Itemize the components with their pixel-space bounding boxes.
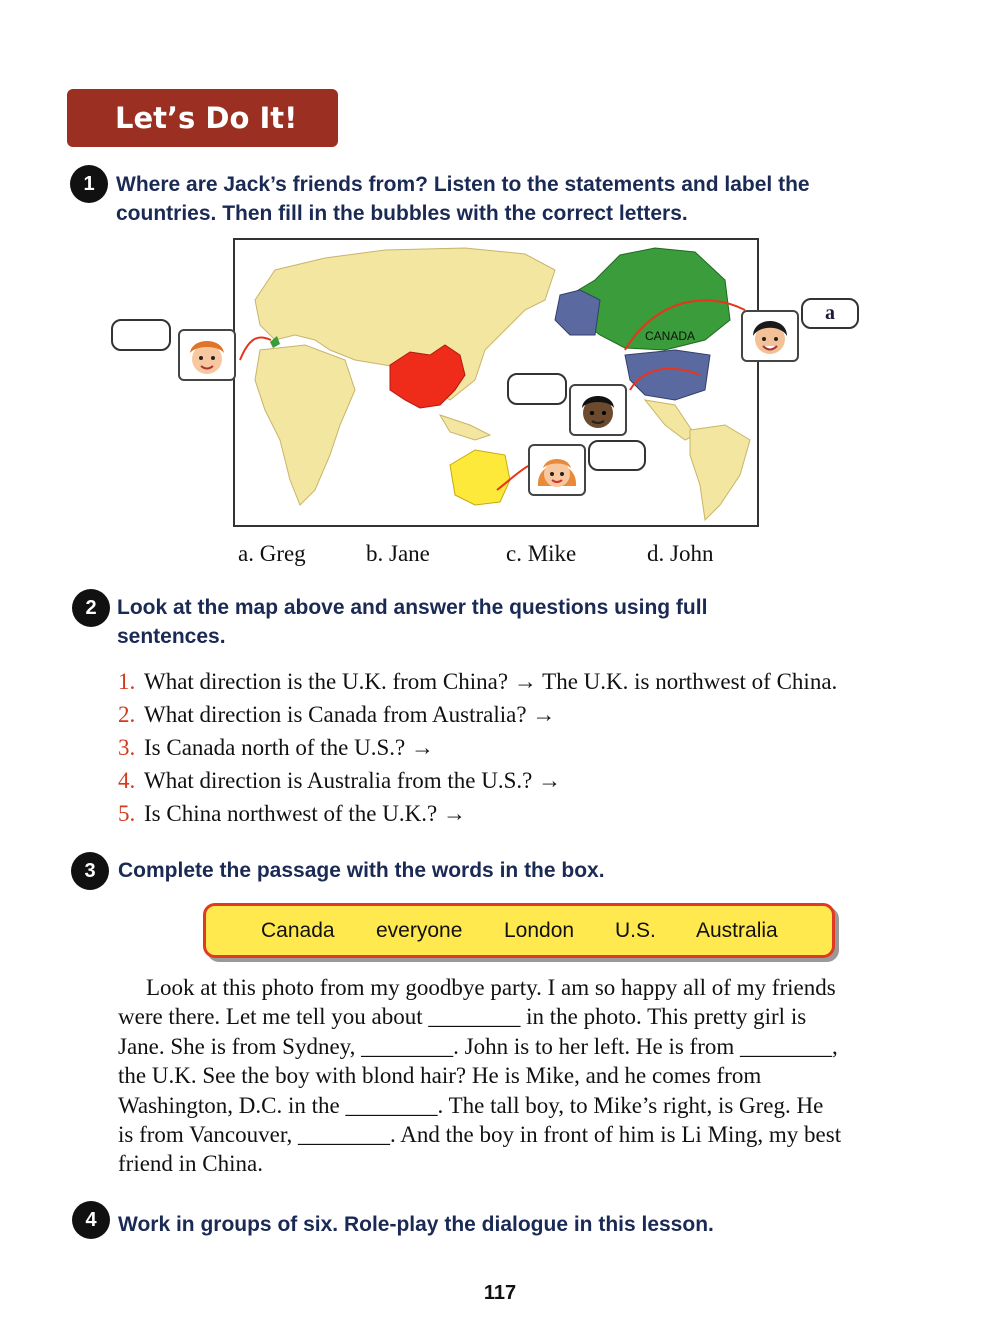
word-box-item: Australia [696,919,778,942]
canada-map-label: CANADA [645,329,696,343]
africa-landmass [255,345,355,505]
exercise-1-instruction [116,170,810,228]
exercise-2-instruction-line-1: Look at the map above and answer the questions using full [117,596,708,619]
exercise-number-1: 1 [70,165,108,203]
word-box [203,903,835,958]
world-map [233,238,759,527]
exercise-3-instruction: Complete the passage with the words in the box. [118,859,605,882]
exercise-2-instruction [117,593,707,651]
southeast-asia-islands [440,415,490,440]
answer-bubble-uk[interactable] [111,319,171,351]
question-text: What direction is Canada from Australia? → [144,702,556,727]
boy-face-icon [743,312,797,360]
question-item [118,698,837,731]
question-item [118,764,837,797]
question-text: What direction is the U.K. from China? → The U.K. is northwest of China. [144,669,838,694]
exercise-4-instruction: Work in groups of six. Role-play the dialogue in this lesson. [118,1213,714,1236]
question-text: Is Canada north of the U.S.? → [144,735,434,760]
question-number: 4. [118,768,136,793]
exercise-2-instruction-line-2: sentences. [117,625,226,648]
boy-face-icon [180,331,234,379]
question-item [118,665,837,698]
friend-name-jane: b. Jane [366,541,430,566]
friend-name-john: d. John [647,541,714,566]
passage-line: is from Vancouver, ________. And the boy in front of him is Li Ming, my best [118,1122,842,1148]
passage-text [118,973,928,1179]
girl-face-icon [530,446,584,494]
answer-bubble-usa[interactable] [507,373,567,405]
word-box-item: Canada [261,919,335,942]
friend-name-greg: a. Greg [238,541,306,566]
passage-line: the U.K. See the boy with blond hair? He is Mike, and he comes from [118,1063,762,1089]
passage-line: Look at this photo from my goodbye party. I am so happy all of my friends [146,975,836,1000]
exercise-number-4: 4 [72,1201,110,1239]
question-text: Is China northwest of the U.K.? → [144,801,466,826]
question-number: 1. [118,669,136,694]
word-box-item: everyone [376,919,463,942]
boy-face-icon [571,386,625,434]
south-america [690,425,750,520]
question-item [118,731,837,764]
central-america [645,400,695,440]
exercise-1-instruction-line-2: countries. Then fill in the bubbles with the correct letters. [116,202,688,225]
friend-portrait-usa [569,384,627,436]
exercise-1-instruction-line-1: Where are Jack’s friends from? Listen to the statements and label the [116,173,810,196]
world-map-drawing [235,240,757,525]
passage-line: Jane. She is from Sydney, ________. John is to her left. He is from ________, [118,1033,838,1059]
question-number: 2. [118,702,136,727]
exercise-number-2: 2 [72,589,110,627]
word-box-item: London [504,919,575,942]
friend-portrait-canada [741,310,799,362]
question-number: 5. [118,801,136,826]
friend-portrait-australia [528,444,586,496]
answer-bubble-australia[interactable] [588,440,646,471]
passage-line: friend in China. [118,1151,263,1177]
answer-bubble-canada[interactable]: a [801,298,859,329]
passage-line: were there. Let me tell you about ________ in the photo. This pretty girl is [118,1004,807,1030]
passage-line: Washington, D.C. in the ________. The tall boy, to Mike’s right, is Greg. He [118,1092,824,1118]
australia-country [450,450,510,505]
alaska-region [555,290,600,335]
exercise-number-3: 3 [71,852,109,890]
section-banner: Let’s Do It! [67,89,338,147]
question-number: 3. [118,735,136,760]
friend-name-mike: c. Mike [506,541,577,566]
question-list [118,665,837,830]
word-box-item: U.S. [615,919,656,942]
question-text: What direction is Australia from the U.S.? → [144,768,562,793]
question-item [118,797,837,830]
page-number: 117 [483,1282,517,1304]
friend-portrait-uk [178,329,236,381]
